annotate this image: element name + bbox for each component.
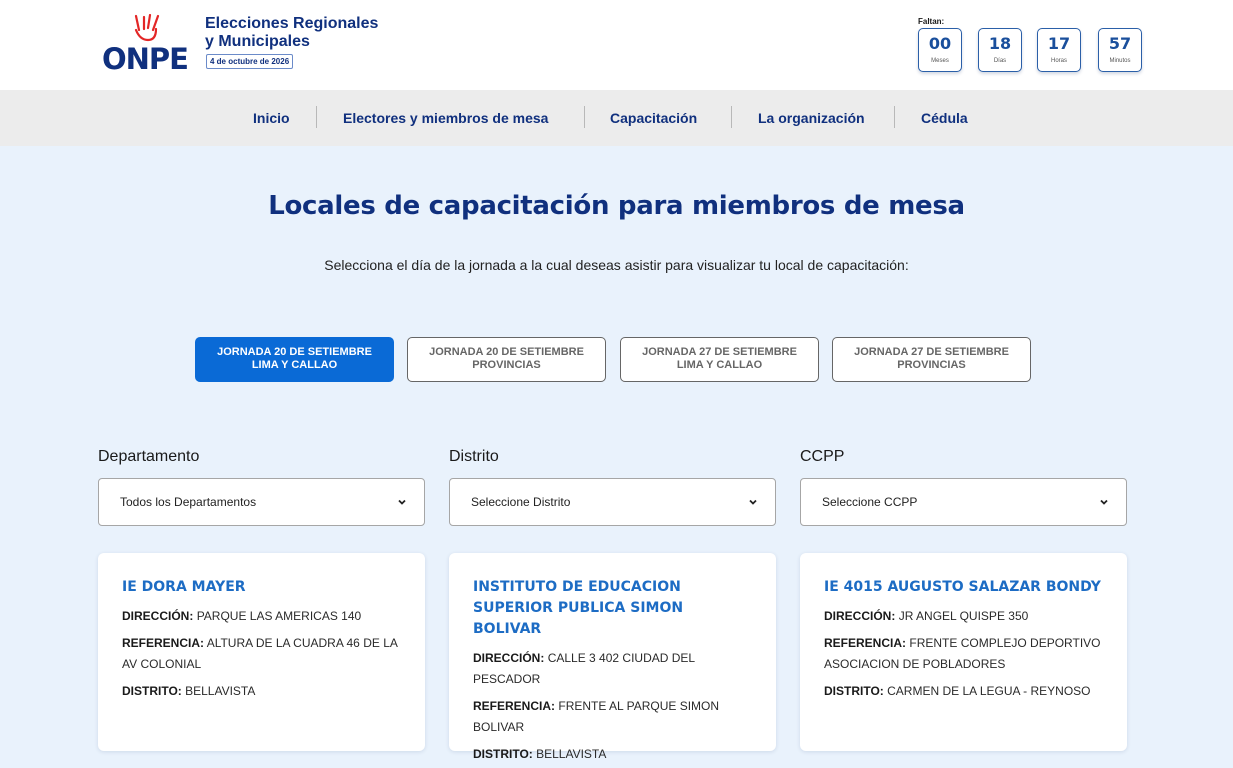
- jornada-button-20-provincias[interactable]: [407, 337, 606, 382]
- site-header: [0, 0, 1233, 90]
- local-name: IE 4015 AUGUSTO SALAZAR BONDY: [824, 579, 1101, 595]
- page-title: Locales de capacitación para miembros de mesa: [268, 191, 965, 221]
- countdown-days: [978, 28, 1022, 72]
- nav-item-electores[interactable]: Electores y miembros de mesa: [343, 110, 549, 126]
- referencia-label: REFERENCIA:: [824, 636, 907, 650]
- logo-text: ONPE: [102, 42, 188, 76]
- ccpp-select[interactable]: [800, 478, 1127, 526]
- direccion-row: [824, 606, 1103, 627]
- referencia-value: FRENTE COMPLEJO DEPORTIVO ASOCIACION DE POBLADORES: [824, 636, 1101, 671]
- countdown-unit: Minutos: [1109, 58, 1131, 64]
- countdown-unit: Horas: [1050, 58, 1067, 64]
- distrito-row: [824, 681, 1103, 702]
- countdown-value: 18: [988, 34, 1012, 53]
- jornada-line1: JORNADA 27 DE SETIEMBRE: [854, 346, 1009, 358]
- election-date-badge: 4 de octubre de 2026: [206, 54, 293, 69]
- referencia-value: ALTURA DE LA CUADRA 46 DE LA AV COLONIAL: [122, 636, 398, 671]
- onpe-logo[interactable]: [102, 14, 198, 78]
- select-value: Seleccione CCPP: [822, 495, 918, 509]
- local-name: INSTITUTO DE EDUCACION SUPERIOR PUBLICA SIMON BOLIVAR: [473, 579, 684, 637]
- jornada-line2: LIMA Y CALLAO: [251, 359, 338, 371]
- countdown-value: 57: [1108, 34, 1132, 53]
- distrito-label: DISTRITO:: [122, 684, 182, 698]
- page-subtitle: Selecciona el día de la jornada a la cual deseas asistir para visualizar tu local de capacitación:: [324, 257, 909, 273]
- distrito-label: Distrito: [449, 448, 499, 465]
- direccion-label: DIRECCIÓN:: [824, 609, 896, 623]
- jornada-line2: PROVINCIAS: [472, 359, 541, 371]
- local-card: [449, 553, 776, 761]
- distrito-value: BELLAVISTA: [185, 684, 256, 698]
- select-value: Seleccione Distrito: [471, 495, 571, 509]
- election-title: [205, 15, 378, 51]
- distrito-select[interactable]: [449, 478, 776, 526]
- election-title-line2: y Municipales: [205, 33, 310, 50]
- direccion-label: DIRECCIÓN:: [473, 651, 545, 665]
- countdown-minutes: [1098, 28, 1142, 72]
- local-name: IE DORA MAYER: [122, 579, 246, 595]
- distrito-value: BELLAVISTA: [536, 747, 607, 761]
- distrito-label: DISTRITO:: [473, 747, 533, 761]
- departamento-select[interactable]: [98, 478, 425, 526]
- direccion-row: [473, 648, 752, 690]
- direccion-row: [122, 606, 401, 627]
- referencia-label: REFERENCIA:: [473, 699, 556, 713]
- jornada-line2: LIMA Y CALLAO: [676, 359, 763, 371]
- referencia-label: REFERENCIA:: [122, 636, 205, 650]
- nav-item-capacitacion[interactable]: Capacitación: [610, 110, 698, 126]
- referencia-row: [824, 633, 1103, 675]
- countdown-value: 00: [928, 34, 952, 53]
- election-title-line1: Elecciones Regionales: [205, 15, 379, 32]
- jornada-button-20-lima[interactable]: [195, 337, 394, 382]
- distrito-row: [122, 681, 401, 702]
- departamento-label: Departamento: [98, 448, 200, 465]
- direccion-value: CALLE 3 402 CIUDAD DEL PESCADOR: [473, 651, 695, 686]
- distrito-label: DISTRITO:: [824, 684, 884, 698]
- ccpp-label: CCPP: [800, 448, 845, 465]
- jornada-line1: JORNADA 27 DE SETIEMBRE: [642, 346, 797, 358]
- nav-divider: [894, 106, 895, 128]
- referencia-value: FRENTE AL PARQUE SIMON BOLIVAR: [473, 699, 720, 734]
- nav-divider: [731, 106, 732, 128]
- jornada-line1: JORNADA 20 DE SETIEMBRE: [217, 346, 372, 358]
- referencia-row: [473, 696, 752, 738]
- countdown-unit: Meses: [931, 58, 949, 64]
- nav-item-organizacion[interactable]: La organización: [758, 110, 865, 126]
- nav-item-inicio[interactable]: Inicio: [253, 110, 290, 126]
- direccion-value: PARQUE LAS AMERICAS 140: [196, 609, 362, 623]
- local-card: [98, 553, 425, 751]
- jornada-button-27-provincias[interactable]: [832, 337, 1031, 382]
- jornada-line1: JORNADA 20 DE SETIEMBRE: [429, 346, 584, 358]
- local-card: [800, 553, 1127, 751]
- hand-vote-icon: [132, 14, 166, 44]
- referencia-row: [122, 633, 401, 675]
- direccion-value: JR ANGEL QUISPE 350: [898, 609, 1029, 623]
- chevron-down-icon: [398, 498, 406, 506]
- countdown-unit: Días: [993, 58, 1007, 64]
- countdown-months: [918, 28, 962, 72]
- chevron-down-icon: [749, 498, 757, 506]
- select-value: Todos los Departamentos: [120, 495, 257, 509]
- nav-divider: [584, 106, 585, 128]
- nav-divider: [316, 106, 317, 128]
- chevron-down-icon: [1100, 498, 1108, 506]
- direccion-label: DIRECCIÓN:: [122, 609, 194, 623]
- main-nav: [0, 90, 1233, 146]
- distrito-value: CARMEN DE LA LEGUA - REYNOSO: [887, 684, 1091, 698]
- countdown-value: 17: [1047, 34, 1071, 53]
- jornada-line2: PROVINCIAS: [897, 359, 966, 371]
- distrito-row: [473, 744, 752, 765]
- jornada-button-27-lima[interactable]: [620, 337, 819, 382]
- countdown-label: Faltan:: [918, 17, 945, 26]
- countdown-hours: [1037, 28, 1081, 72]
- nav-item-cedula[interactable]: Cédula: [921, 110, 968, 126]
